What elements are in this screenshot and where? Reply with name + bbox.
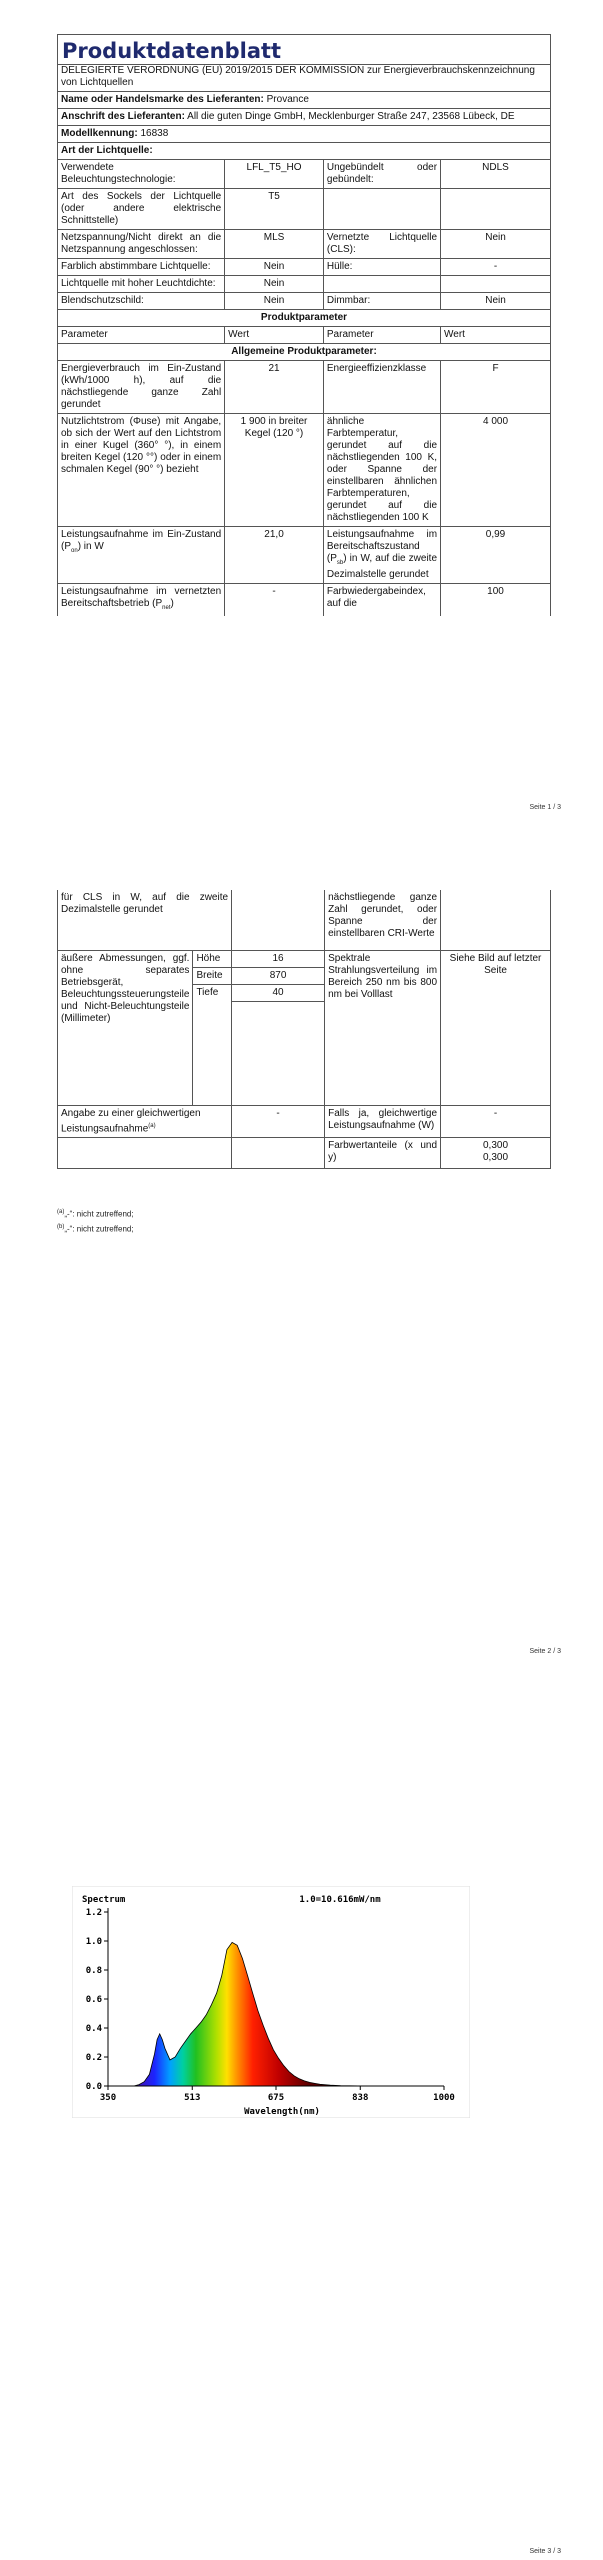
standby-power-label [323,527,440,584]
standby-label-tail: ) in W, auf die zweite Dezimalstelle gerundet [326,553,438,580]
cri-value: 100 [441,584,551,617]
footnote-b-marker: (b) [57,1223,65,1230]
type-row-value [441,189,551,230]
energy-class-value: F [441,361,551,414]
type-row-value: MLS [225,230,324,259]
cls-continuation: für CLS in W, auf die zweite Dezimalstelle gerundet [58,890,232,951]
type-row-value: NDLS [441,160,551,189]
power-on-label-text: Leistungsaufnahme im Ein-Zustand (P [61,529,222,552]
page-number: Seite 2 / 3 [529,1648,561,1655]
standby-subscript: sb [336,560,344,566]
power-on-value: 21,0 [225,527,324,584]
regulation-text: DELEGIERTE VERORDNUNG (EU) 2019/2015 DER KOMMISSION zur Energieverbrauchskennzeichnung von Lichtquellen [58,65,551,92]
x-tick-label: 675 [267,2093,285,2103]
y-tick-label: 0.8 [85,1966,102,1976]
equivalent-power-value: - [232,1106,325,1138]
x-tick-label: 838 [352,2093,369,2103]
network-label-tail: ) [170,598,174,609]
dimension-value: 16 [232,951,324,968]
empty-cell [232,890,325,951]
chromaticity-values [441,1138,551,1169]
y-tick-label: 0.0 [85,2082,102,2092]
chromaticity-x: 0,300 [483,1140,509,1152]
spectral-distribution-label: Spektrale Strahlungsverteilung im Bereich 250 nm bis 800 nm bei Volllast [325,951,441,1106]
dimension-name: Tiefe [193,985,231,1002]
footnote-a [57,1206,134,1221]
power-on-subscript: on [71,548,78,554]
type-row-label: Blendschutzschild: [58,293,225,310]
page-3 [0,1700,603,2560]
empty-cell [58,1138,232,1169]
if-yes-power-label: Falls ja, gleichwertige Leistungsaufnahme (W) [325,1106,441,1138]
param-row [58,951,551,1106]
luminous-flux-label: Nutzlichtstrom (Φuse) mit Angabe, ob sich der Wert auf den Lichtstrom in einer Kugel (360° °), in einem breiten Kegel (120 °°) oder in einem schmalen Kegel (90° °) bezieht [58,414,225,527]
y-tick-label: 0.6 [85,1995,102,2005]
standby-label-text: Leistungsaufnahme im Bereitschaftszustand (P [326,529,438,564]
value-header: Wert [441,327,551,344]
chromaticity-label: Farbwertanteile (x und y) [325,1138,441,1169]
address-label: Anschrift des Lieferanten: [61,111,185,122]
param-row [58,584,551,617]
equivalent-power-sup: (a) [148,1123,156,1129]
x-tick-label: 350 [99,2093,117,2103]
type-row-value: Nein [225,259,324,276]
cri-label: Farbwiedergabeindex, auf die [323,584,440,617]
type-row-label: Farblich abstimmbare Lichtquelle: [58,259,225,276]
color-temperature-label: ähnliche Farbtemperatur, gerundet auf die nächstliegenden 100 K, oder Spanne der einstellbaren ähnlichen Farbtemperaturen, gerundet auf die nächstliegenden 100 K [323,414,440,527]
page-1 [0,0,603,820]
dimension-value: 870 [232,968,324,985]
param-row [58,890,551,951]
param-header: Parameter [323,327,440,344]
network-standby-label [58,584,225,617]
spectral-distribution-value: Siehe Bild auf letzter Seite [441,951,551,1106]
type-row-label: Verwendete Beleuchtungstechnologie: [58,160,225,189]
power-on-label [58,527,225,584]
type-row-label: Lichtquelle mit hoher Leuchtdichte: [58,276,225,293]
footnote-b-text: „-“: nicht zutreffend; [64,1224,134,1234]
dimension-value: 40 [232,985,324,1002]
datasheet-table-page1 [57,34,551,616]
network-standby-value: - [225,584,324,617]
product-params-heading: Produktparameter [58,310,551,327]
type-row-label: Art des Sockels der Lichtquelle (oder andere elektrische Schnittstelle) [58,189,225,230]
equivalent-power-text: Angabe zu einer gleichwertigen Leistungsaufnahme [61,1108,201,1135]
network-label-text: Leistungsaufnahme im vernetzten Bereitschaftsbetrieb (P [61,586,222,609]
if-yes-power-value: - [441,1106,551,1138]
param-row [58,1138,551,1169]
type-row-label: Netzspannung/Nicht direkt an die Netzspannung angeschlossen: [58,230,225,259]
type-row-value: Nein [225,276,324,293]
type-row [58,293,551,310]
type-row-label [323,189,440,230]
type-row [58,276,551,293]
dimension-name: Breite [193,968,231,985]
type-row-label: Vernetzte Lichtquelle (CLS): [323,230,440,259]
type-heading: Art der Lichtquelle: [58,143,551,160]
type-row-value: LFL_T5_HO [225,160,324,189]
chromaticity-y: 0,300 [483,1152,509,1164]
supplier-label: Name oder Handelsmarke des Lieferanten: [61,94,264,105]
param-row [58,1106,551,1138]
cri-continuation: nächstliegende ganze Zahl gerundet, oder Spanne der einstellbaren CRI-Werte [325,890,441,951]
type-row [58,189,551,230]
chart-xlabel: Wavelength(nm) [244,2107,320,2117]
luminous-flux-value: 1 900 in breiter Kegel (120 °) [225,414,324,527]
type-row-label: Dimmbar: [323,293,440,310]
footnotes [57,1206,134,1235]
energy-label: Energieverbrauch im Ein-Zustand (kWh/1000 h), auf die nächstliegende ganze Zahl gerundet [58,361,225,414]
standby-power-value: 0,99 [441,527,551,584]
value-header: Wert [225,327,324,344]
page-number: Seite 1 / 3 [529,804,561,811]
type-row-label: Hülle: [323,259,440,276]
y-tick-label: 1.0 [85,1937,102,1947]
energy-class-label: Energieeffizienzklasse [323,361,440,414]
dimension-name: Höhe [193,951,231,968]
footnote-a-marker: (a) [57,1209,65,1215]
y-tick-label: 0.4 [85,2024,102,2034]
address-row [58,109,551,126]
param-row [58,527,551,584]
chart-ylabel: Spectrum [82,1895,126,1905]
power-on-label-tail: ) in W [77,541,104,552]
general-params-heading: Allgemeine Produktparameter: [58,344,551,361]
footnote-b [57,1221,134,1236]
type-row-value [441,276,551,293]
spectrum-chart [72,1886,470,2118]
dimension-values-cell [232,951,325,1106]
type-row-value: Nein [225,293,324,310]
empty-cell [193,1001,231,1105]
network-subscript: net [162,605,171,611]
type-row [58,259,551,276]
param-row [58,414,551,527]
type-row-value: Nein [441,230,551,259]
type-row [58,230,551,259]
equivalent-power-label [58,1106,232,1138]
doc-title: Produktdatenblatt [58,35,551,65]
type-row-value: Nein [441,293,551,310]
param-header: Parameter [58,327,225,344]
type-row [58,160,551,189]
dimension-values-subtable [232,951,324,1002]
x-tick-label: 513 [184,2093,201,2103]
color-temperature-value: 4 000 [441,414,551,527]
type-row-value: - [441,259,551,276]
model-row [58,126,551,143]
energy-value: 21 [225,361,324,414]
footnote-a-text: „-“: nicht zutreffend; [64,1209,134,1219]
datasheet-table-page2 [57,890,551,1169]
page-2 [0,850,603,1680]
empty-cell [232,1138,325,1169]
type-row-label [323,276,440,293]
model-label: Modellkennung: [61,128,138,139]
chart-title: 1.0=10.616mW/nm [299,1895,381,1905]
x-tick-label: 1000 [433,2093,455,2103]
dimensions-subtable [58,951,231,1105]
empty-cell [441,890,551,951]
dimensions-label: äußere Abmessungen, ggf. ohne separates Betriebsgerät, Beleuchtungssteuerungsteile und Nicht-Beleuchtungsteile (Millimeter) [58,951,193,1105]
supplier-row [58,92,551,109]
supplier-value: Provance [266,94,309,105]
type-row-value: T5 [225,189,324,230]
dimensions-cell [58,951,232,1106]
type-row-label: Ungebündelt oder gebündelt: [323,160,440,189]
param-header-row [58,327,551,344]
address-value: All die guten Dinge GmbH, Mecklenburger Straße 247, 23568 Lübeck, DE [187,111,515,122]
model-value: 16838 [140,128,169,139]
param-row [58,361,551,414]
page-number: Seite 3 / 3 [529,2548,561,2555]
y-tick-label: 0.2 [85,2053,102,2063]
y-tick-label: 1.2 [85,1908,102,1918]
